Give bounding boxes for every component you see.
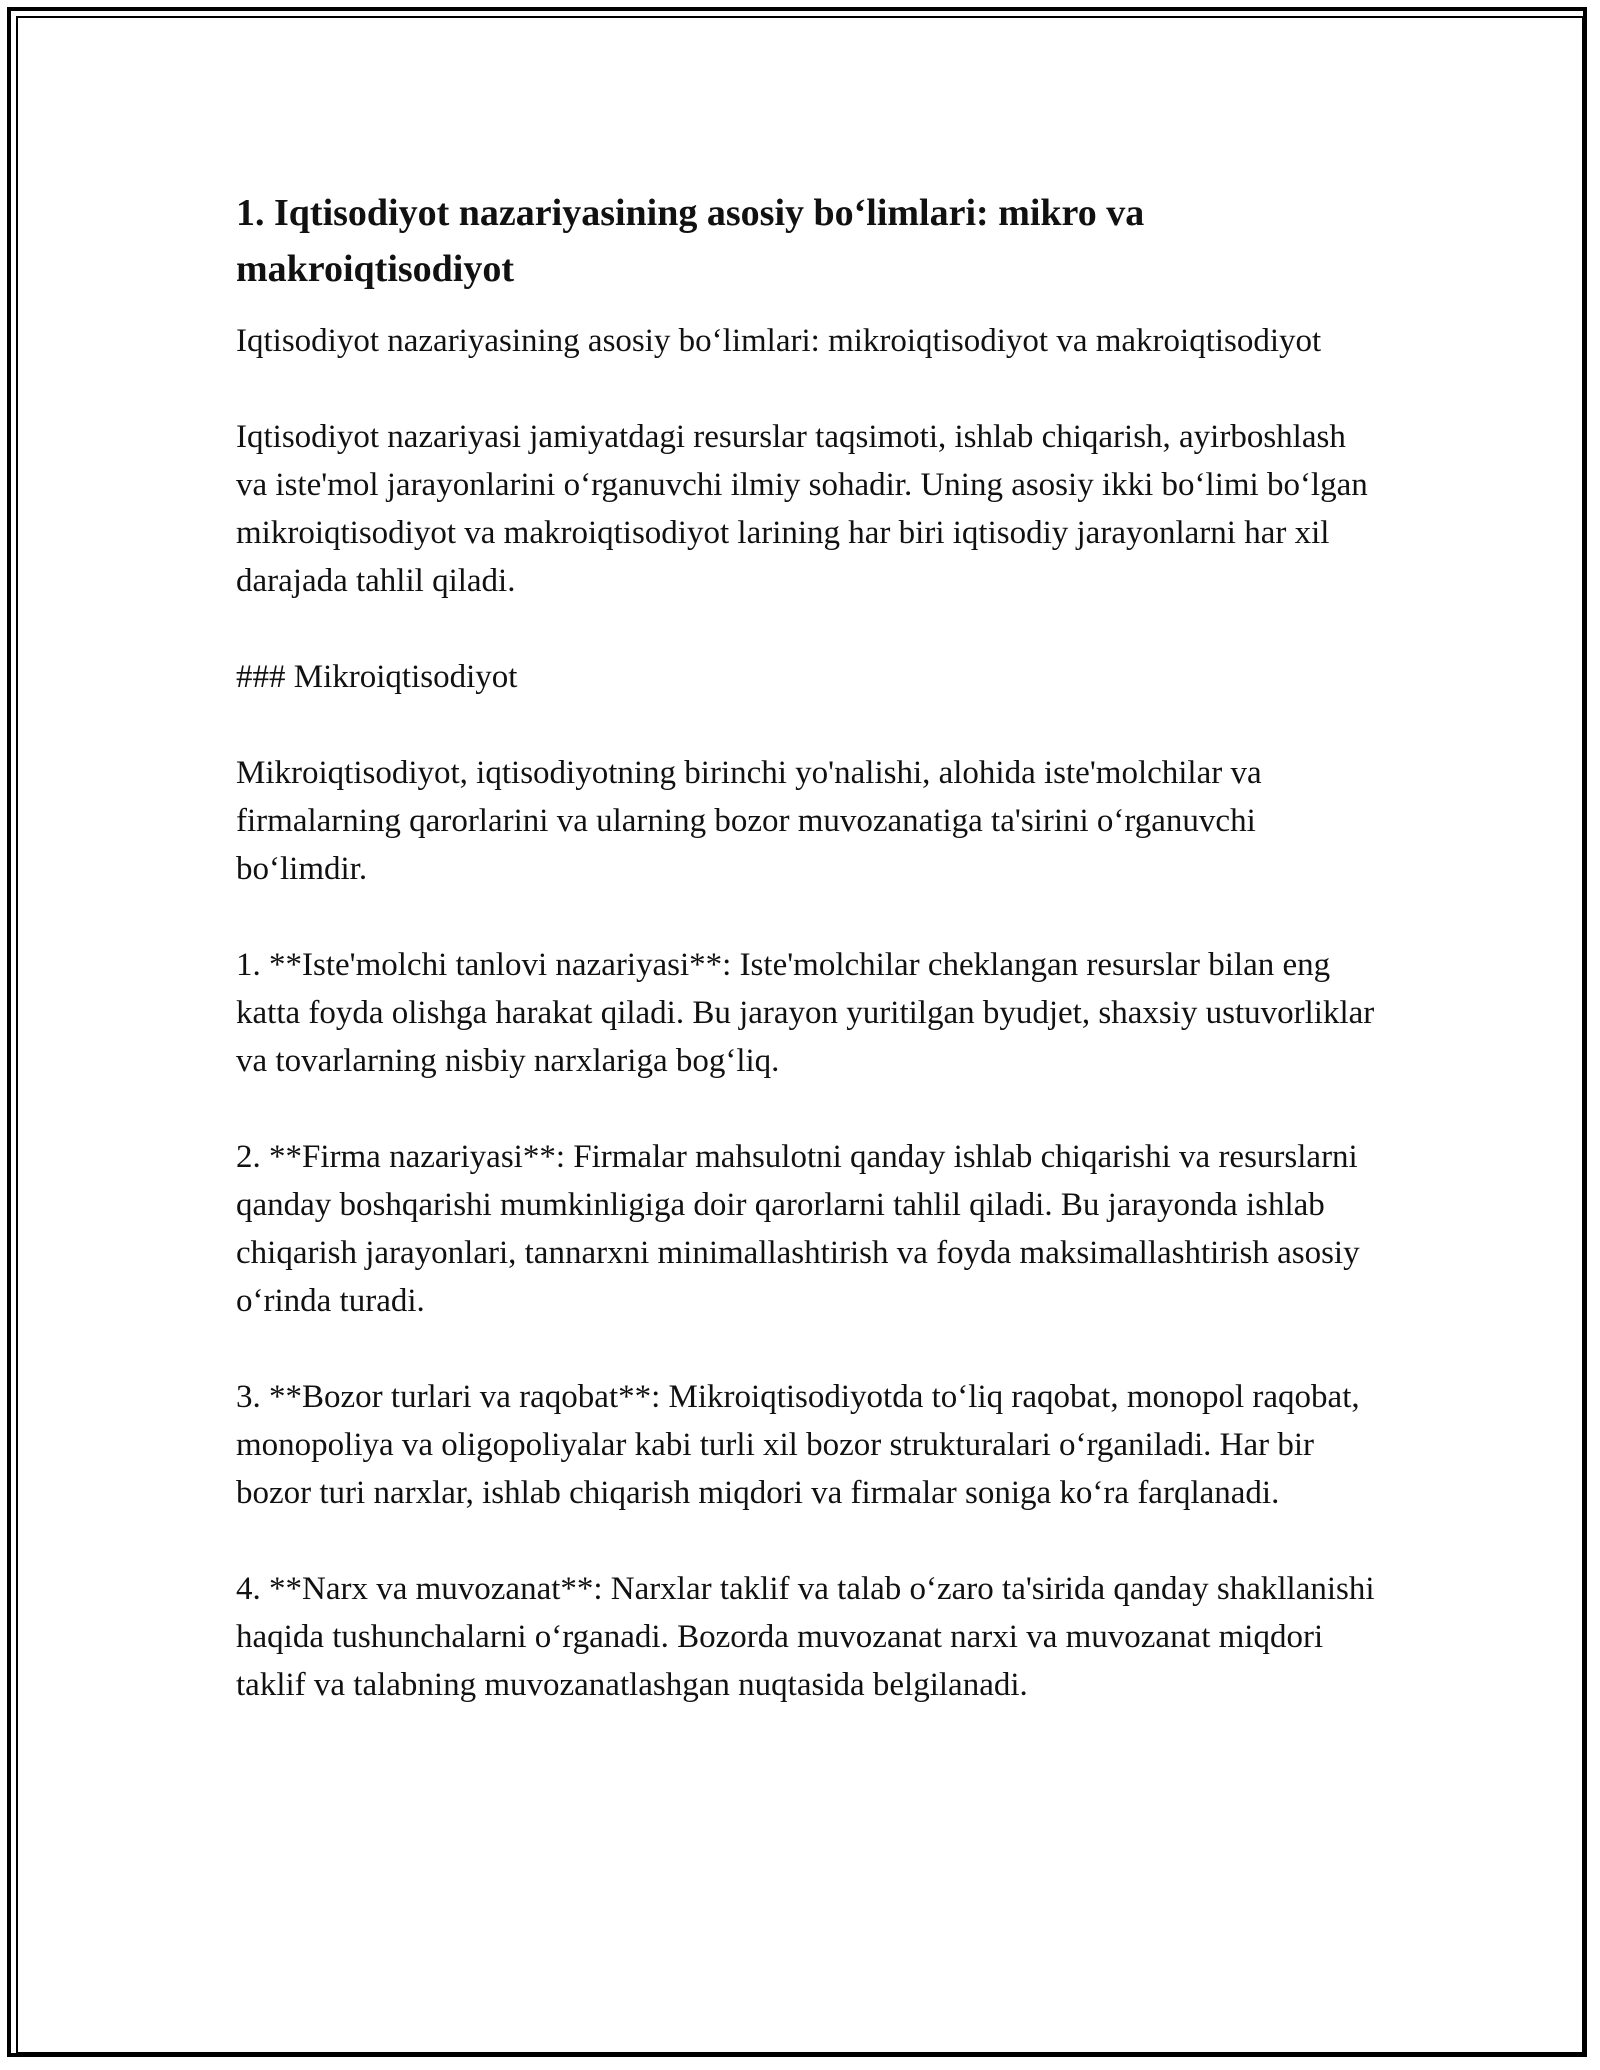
list-item-consumer-choice: 1. **Iste'molchi tanlovi nazariyasi**: Iste'molchilar cheklangan resurslar bilan eng katta foyda olishga harakat qiladi. Bu jarayon yuritilgan byudjet, shaxsiy ustuvorliklar va tovarlarning nisbiy narxlariga bog‘liq. bbox=[236, 947, 1375, 1079]
document-title: 1. Iqtisodiyot nazariyasining asosiy bo‘limlari: mikro va makroiqtisodiyot bbox=[236, 192, 1145, 290]
list-item-price-equilibrium: 4. **Narx va muvozanat**: Narxlar taklif va talab o‘zaro ta'sirida qanday shakllanishi haqida tushunchalarni o‘rganadi. Bozorda muvozanat narxi va muvozanat miqdori taklif va talabning muvozanatlashgan nuqtasida belgilanadi. bbox=[236, 1571, 1375, 1703]
section-heading-mikroiqtisodiyot: ### Mikroiqtisodiyot bbox=[236, 659, 518, 695]
intro-heading-text: Iqtisodiyot nazariyasining asosiy bo‘limlari: mikroiqtisodiyot va makroiqtisodiyot bbox=[236, 323, 1322, 359]
mikroiqtisodiyot-definition: Mikroiqtisodiyot, iqtisodiyotning birinchi yo'nalishi, alohida iste'molchilar va firmalarning qarorlarini va ularning bozor muvozanatiga ta'sirini o‘rganuvchi bo‘limdir. bbox=[236, 755, 1262, 887]
list-item-market-types: 3. **Bozor turlari va raqobat**: Mikroiqtisodiyotda to‘liq raqobat, monopol raqobat, monopoliya va oligopoliyalar kabi turli xil bozor strukturalari o‘rganiladi. Har bir bozor turi narxlar, ishlab chiqarish miqdori va firmalar soniga ko‘ra farqlanadi. bbox=[236, 1379, 1360, 1511]
list-item-firm-theory: 2. **Firma nazariyasi**: Firmalar mahsulotni qanday ishlab chiqarishi va resurslarni qanday boshqarishi mumkinligiga doir qarorlarni tahlil qiladi. Bu jarayonda ishlab chiqarish jarayonlari, tannarxni minimallashtirish va foyda maksimallashtirish asosiy o‘rinda turadi. bbox=[236, 1139, 1360, 1319]
intro-paragraph: Iqtisodiyot nazariyasi jamiyatdagi resurslar taqsimoti, ishlab chiqarish, ayirboshlash va iste'mol jarayonlarini o‘rganuvchi ilmiy sohadir. Uning asosiy ikki bo‘limi bo‘lgan mikroiqtisodiyot va makroiqtisodiyot larining har biri iqtisodiy jarayonlarni har xil darajada tahlil qiladi. bbox=[236, 419, 1368, 599]
document-page bbox=[236, 185, 1376, 1709]
